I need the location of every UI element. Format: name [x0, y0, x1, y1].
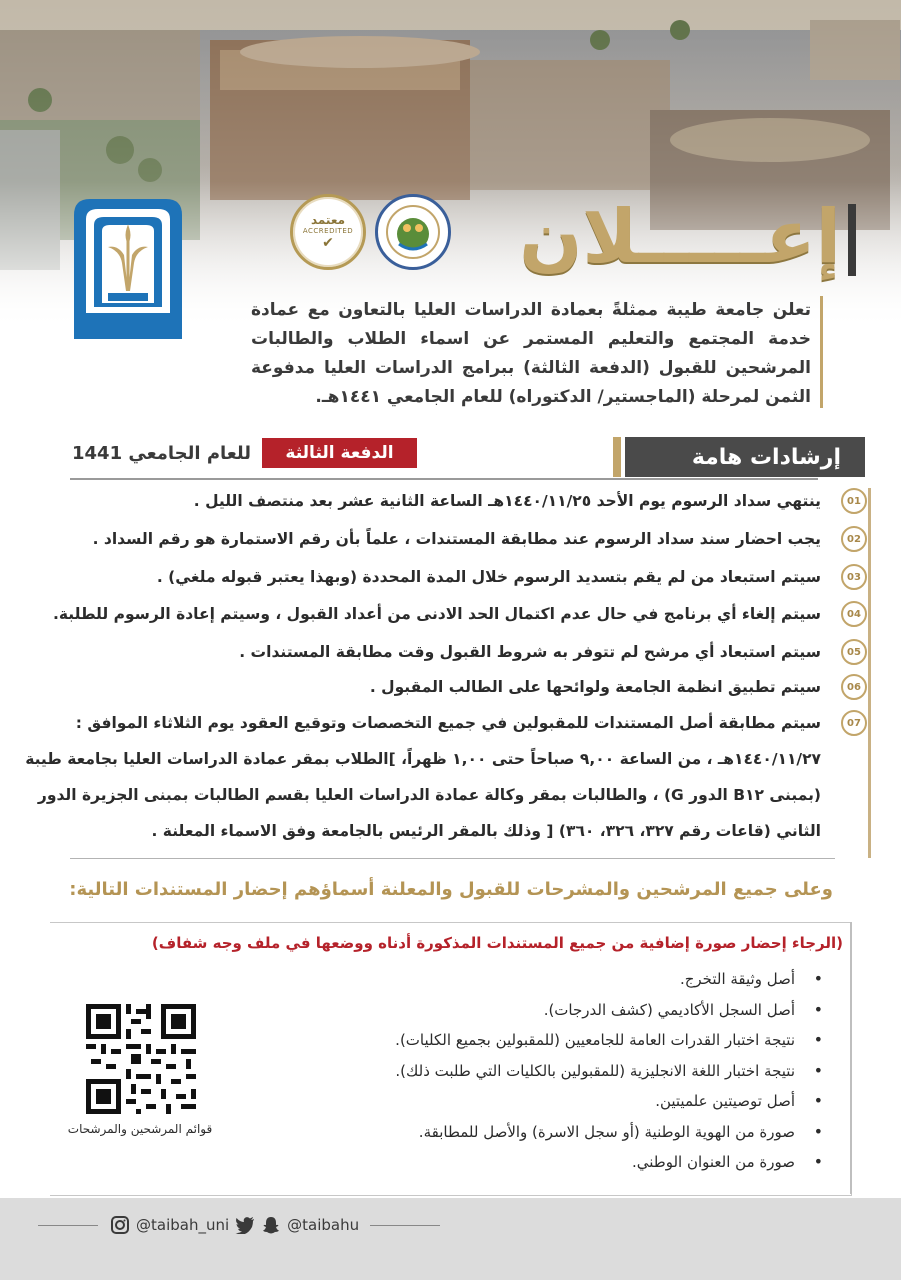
- checkmark-icon: ✔: [322, 235, 334, 251]
- academic-year-label: للعام الجامعي 1441: [72, 442, 252, 464]
- guideline-item: [21, 526, 867, 552]
- guideline-item: [21, 674, 867, 700]
- qr-code[interactable]: [86, 1004, 196, 1114]
- documents-note: (الرجاء إحضار صورة إضافية من جميع المستندات المذكورة أدناه ووضعها في ملف وجه شفاف): [151, 934, 843, 952]
- guideline-number: 06: [841, 674, 867, 700]
- guideline-text: سيتم استبعاد أي مرشح لم تتوفر به شروط القبول وقت مطابقة المستندات .: [239, 643, 821, 661]
- document-item: • نتيجة اختبار اللغة الانجليزية (للمقبولين بالكليات التي طلبت ذلك).: [271, 1056, 831, 1087]
- social-links: [110, 1214, 359, 1236]
- guidelines-heading: إرشادات هامة: [625, 437, 865, 477]
- instagram-icon[interactable]: [110, 1215, 130, 1235]
- guideline-text: سيتم استبعاد من لم يقم بتسديد الرسوم خلال المدة المحددة (وبهذا يعتبر قبوله ملغي) .: [156, 568, 821, 586]
- accredited-badge: [290, 194, 366, 270]
- documents-list: [271, 964, 831, 1178]
- guideline-text: ينتهي سداد الرسوم يوم الأحد ١٤٤٠/١١/٢٥هـ الساعة الثانية عشر بعد منتصف الليل .: [193, 492, 821, 510]
- guideline-text: سيتم تطبيق انظمة الجامعة ولوائحها على الطالب المقبول .: [369, 678, 821, 696]
- guideline-item: [21, 601, 867, 627]
- guidelines-accent: [613, 437, 621, 477]
- guideline-item: [21, 564, 867, 590]
- society-emblem: [375, 194, 451, 270]
- document-item: • أصل السجل الأكاديمي (كشف الدرجات).: [271, 995, 831, 1026]
- footer-line: [38, 1225, 98, 1226]
- guideline-text: سيتم مطابقة أصل المستندات للمقبولين في جميع التخصصات وتوقيع العقود يوم الثلاثاء الموافق : ١٤٤٠/١١/٢٧هـ ، من الساعة ٩,٠٠ صباحاً حتى ١,٠٠ ظهراً، ]الطلاب بمقر عمادة الدراسات العليا بجامعة طيبة (بمبنى B١٢ الدور G) ، والطالبات بمقر وكالة عمادة الدراسات العليا بقسم الطالبات بمبنى الجزيرة الدور الثاني (قاعات رقم ٣٢٧، ٣٢٦، ٣٦٠) [ وذلك بالمقر الرئيس بالجامعة وفق الاسماء المعلنة .: [25, 714, 821, 840]
- guideline-text: يجب احضار سند سداد الرسوم عند مطابقة المستندات ، علماً بأن رقم الاستمارة هو رقم السداد .: [92, 530, 821, 548]
- intro-paragraph: تعلن جامعة طيبة ممثلةً بعمادة الدراسات العليا بالتعاون مع عمادة خدمة المجتمع والتعليم المستمر عن اسماء الطلاب والطالبات المرشحين للقبول (الدفعة الثالثة) ببرامج الدراسات العليا مدفوعة الثمن لمرحلة (الماجستير/ الدكتوراه) للعام الجامعي ١٤٤١هـ.: [251, 300, 811, 407]
- announcement-title-wrap: [519, 196, 841, 278]
- snapchat-icon[interactable]: [261, 1215, 281, 1235]
- footer: [0, 1198, 901, 1280]
- announcement-title: إعـــــلان: [519, 194, 841, 280]
- guideline-number: 01: [841, 488, 867, 514]
- document-item: • صورة من الهوية الوطنية (أو سجل الاسرة) والأصل للمطابقة.: [271, 1117, 831, 1148]
- guideline-number: 04: [841, 601, 867, 627]
- guideline-item: [21, 488, 867, 514]
- taibah-university-logo: [68, 195, 188, 345]
- instagram-handle[interactable]: @taibah_uni: [136, 1216, 230, 1234]
- qr-caption: قوائم المرشحين والمرشحات: [67, 1122, 213, 1136]
- guideline-number: 02: [841, 526, 867, 552]
- twitter-icon[interactable]: [235, 1215, 255, 1235]
- guideline-number: 03: [841, 564, 867, 590]
- guideline-number: 05: [841, 639, 867, 665]
- snapchat-handle[interactable]: @taibahu: [287, 1216, 360, 1234]
- intro-accent-bar: [820, 296, 823, 408]
- footer-line: [370, 1225, 440, 1226]
- title-accent-bar: [848, 204, 856, 276]
- accredited-badge-english: ACCREDITED: [302, 227, 354, 235]
- guideline-item: [21, 639, 867, 665]
- divider: [70, 858, 835, 859]
- accredited-badge-arabic: معتمد: [310, 213, 346, 227]
- guidelines-side-bar: [868, 488, 871, 858]
- batch-label: الدفعة الثالثة: [262, 438, 417, 468]
- divider: [70, 478, 818, 480]
- document-item: • نتيجة اختبار القدرات العامة للجامعيين (للمقبولين بجميع الكليات).: [271, 1025, 831, 1056]
- document-item: • أصل توصيتين علميتين.: [271, 1086, 831, 1117]
- document-item: • أصل وثيقة التخرج.: [271, 964, 831, 995]
- document-item: • صورة من العنوان الوطني.: [271, 1147, 831, 1178]
- guideline-number: 07: [841, 710, 867, 736]
- guideline-item: [21, 710, 867, 849]
- documents-heading: وعلى جميع المرشحين والمشرحات للقبول والمعلنة أسماؤهم إحضار المستندات التالية:: [69, 879, 833, 900]
- documents-box-side: [850, 922, 852, 1194]
- guideline-text: سيتم إلغاء أي برنامج في حال عدم اكتمال الحد الادنى من أعداد القبول ، وسيتم إعادة الرسوم للطلبة.: [53, 605, 821, 623]
